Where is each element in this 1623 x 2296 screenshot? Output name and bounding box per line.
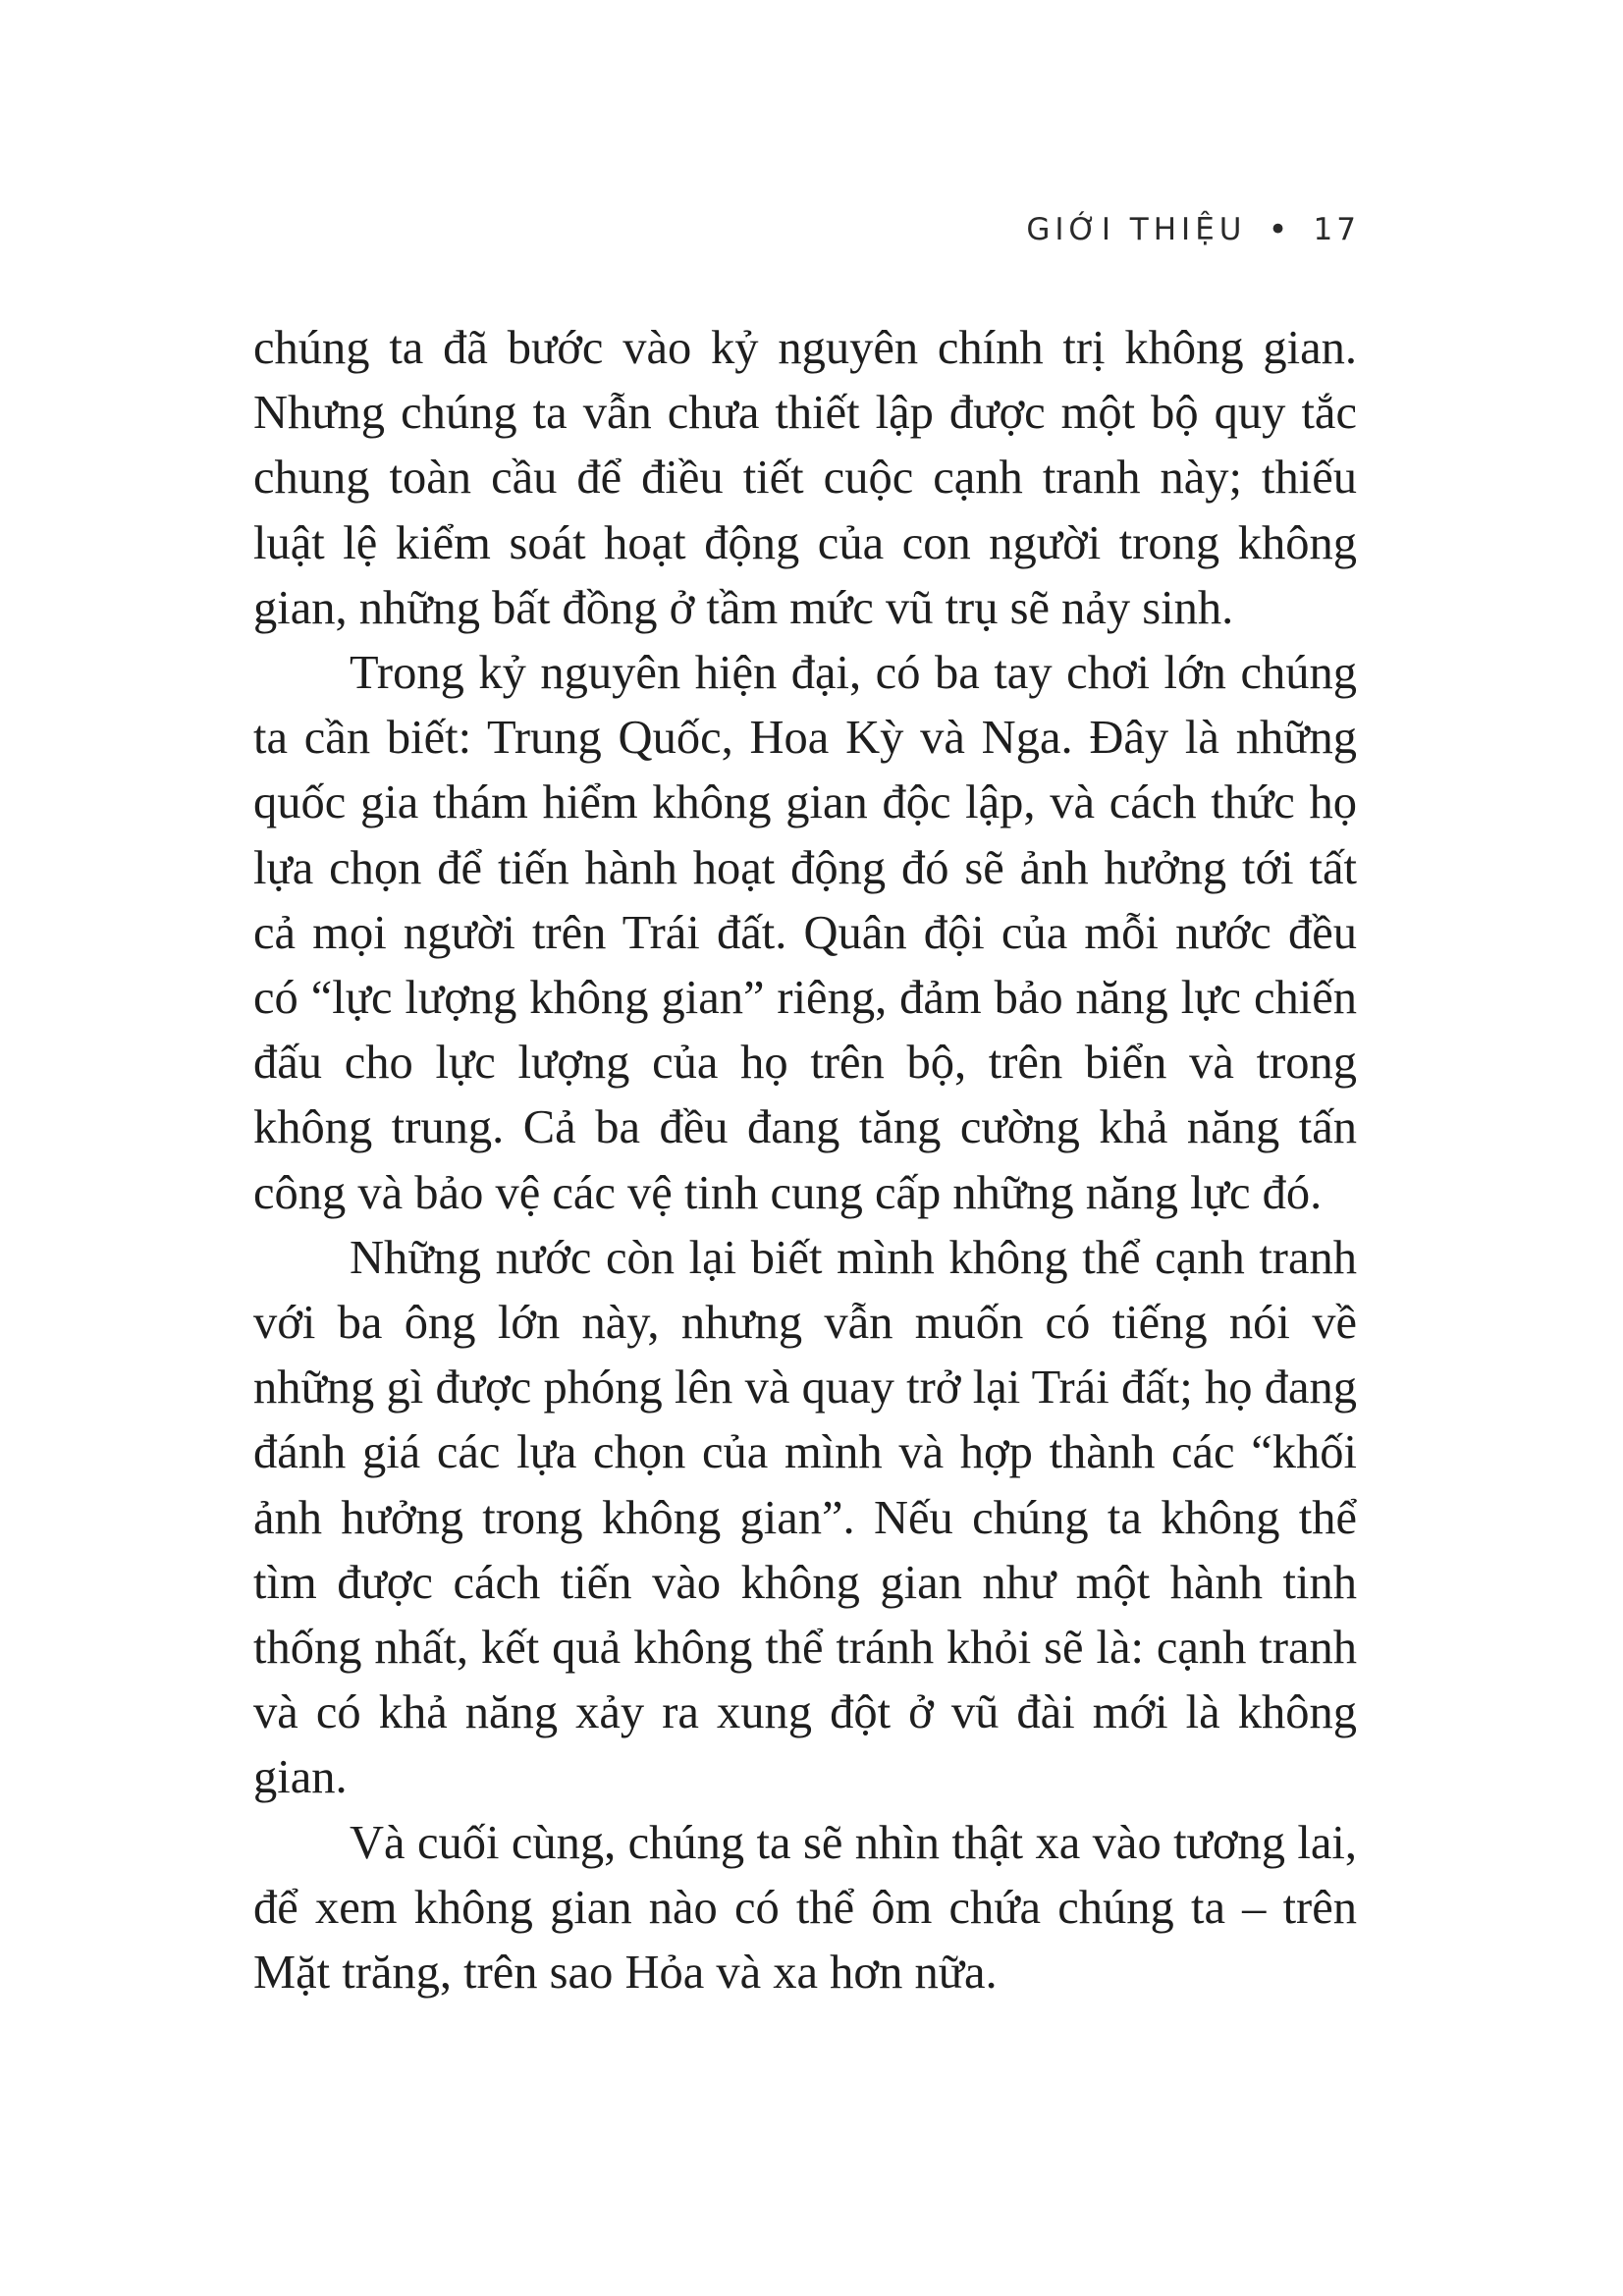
body-text [253, 316, 1357, 2005]
header-separator: • [1268, 210, 1288, 249]
paragraph-continuation: chúng ta đã bước vào kỷ nguyên chính trị không gian. Nhưng chúng ta vẫn chưa thiết lập được một bộ quy tắc chung toàn cầu để điều tiết cuộc cạnh tranh này; thiếu luật lệ kiểm soát hoạt động của con người trong không gian, những bất đồng ở tầm mức vũ trụ sẽ nảy sinh. [253, 322, 1357, 634]
page-number: 17 [1313, 212, 1360, 247]
running-header [1026, 210, 1360, 249]
paragraph-major-players: Trong kỷ nguyên hiện đại, có ba tay chơi lớn chúng ta cần biết: Trung Quốc, Hoa Kỳ và Nga. Đây là những quốc gia thám hiểm không gian độc lập, và cách thức họ lựa chọn để tiến hành hoạt động đó sẽ ảnh hưởng tới tất cả mọi người trên Trái đất. Quân đội của mỗi nước đều có “lực lượng không gian” riêng, đảm bảo năng lực chiến đấu cho lực lượng của họ trên bộ, trên biển và trong không trung. Cả ba đều đang tăng cường khả năng tấn công và bảo vệ các vệ tinh cung cấp những năng lực đó. [253, 647, 1357, 1219]
paragraph-other-nations: Những nước còn lại biết mình không thể cạnh tranh với ba ông lớn này, nhưng vẫn muốn có tiếng nói về những gì được phóng lên và quay trở lại Trái đất; họ đang đánh giá các lựa chọn của mình và hợp thành các “khối ảnh hưởng trong không gian”. Nếu chúng ta không thể tìm được cách tiến vào không gian như một hành tinh thống nhất, kết quả không thể tránh khỏi sẽ là: cạnh tranh và có khả năng xảy ra xung đột ở vũ đài mới là không gian. [253, 1231, 1357, 1804]
section-title: GIỚI THIỆU [1026, 212, 1247, 247]
paragraph-future: Và cuối cùng, chúng ta sẽ nhìn thật xa vào tương lai, để xem không gian nào có thể ôm chứa chúng ta – trên Mặt trăng, trên sao Hỏa và xa hơn nữa. [253, 1816, 1357, 2000]
